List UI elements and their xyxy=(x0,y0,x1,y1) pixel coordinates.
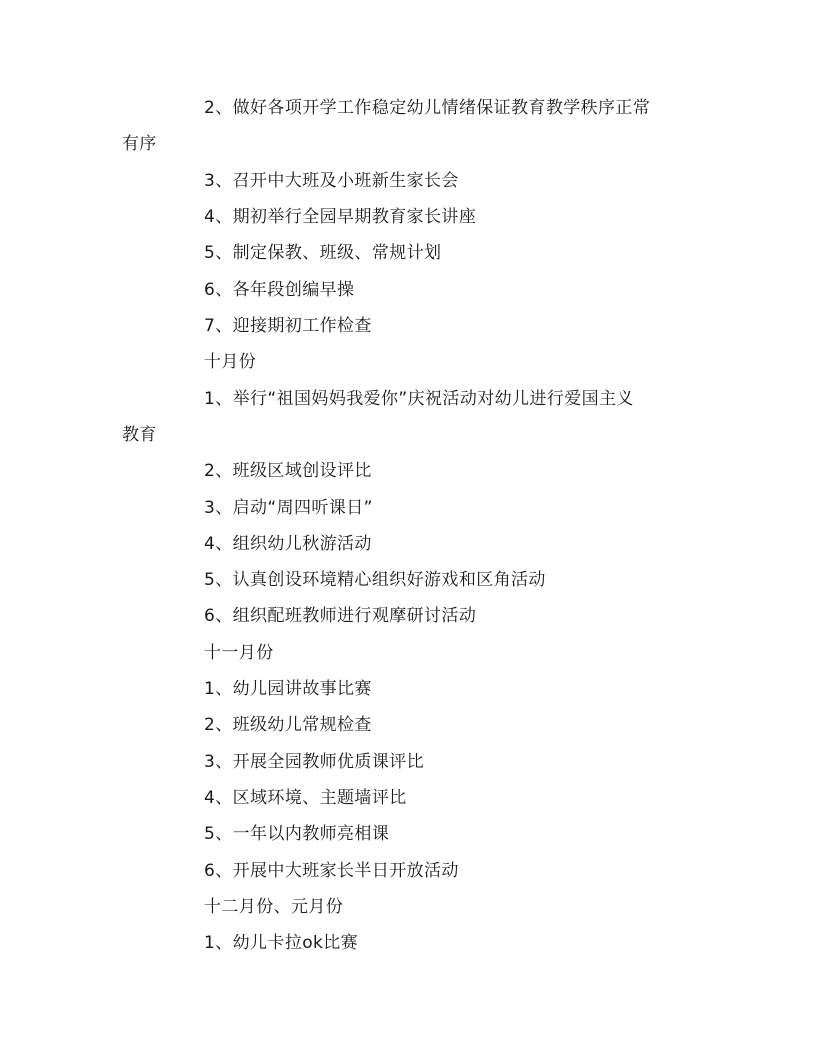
nov-item-4: 4、区域环境、主题墙评比 xyxy=(204,788,407,808)
sep-item-3: 3、召开中大班及小班新生家长会 xyxy=(204,171,459,191)
oct-item-4: 4、组织幼儿秋游活动 xyxy=(204,534,372,554)
oct-item-1-line-2: 教育 xyxy=(122,425,157,445)
sep-item-6: 6、各年段创编早操 xyxy=(204,280,355,300)
sep-item-5: 5、制定保教、班级、常规计划 xyxy=(204,243,442,263)
sep-item-4: 4、期初举行全园早期教育家长讲座 xyxy=(204,207,477,227)
sep-item-7: 7、迎接期初工作检查 xyxy=(204,316,372,336)
nov-item-1: 1、幼儿园讲故事比赛 xyxy=(204,679,372,699)
sep-item-2-line-2: 有序 xyxy=(122,134,157,154)
oct-item-1-line-1: 1、举行“祖国妈妈我爱你”庆祝活动对幼儿进行爱国主义 xyxy=(204,389,634,409)
nov-item-2: 2、班级幼儿常规检查 xyxy=(204,715,372,735)
october-heading: 十月份 xyxy=(204,352,257,372)
nov-item-3: 3、开展全园教师优质课评比 xyxy=(204,752,425,772)
oct-item-3: 3、启动“周四听课日” xyxy=(204,498,373,518)
nov-item-6: 6、开展中大班家长半日开放活动 xyxy=(204,861,459,881)
december-january-heading: 十二月份、元月份 xyxy=(204,897,344,917)
sep-item-2-line-1: 2、做好各项开学工作稳定幼儿情绪保证教育教学秩序正常 xyxy=(204,98,651,118)
november-heading: 十一月份 xyxy=(204,643,274,663)
oct-item-5: 5、认真创设环境精心组织好游戏和区角活动 xyxy=(204,570,546,590)
oct-item-2: 2、班级区域创设评比 xyxy=(204,461,372,481)
oct-item-6: 6、组织配班教师进行观摩研讨活动 xyxy=(204,606,477,626)
nov-item-5: 5、一年以内教师亮相课 xyxy=(204,824,390,844)
dec-item-1: 1、幼儿卡拉ok比赛 xyxy=(204,933,359,953)
